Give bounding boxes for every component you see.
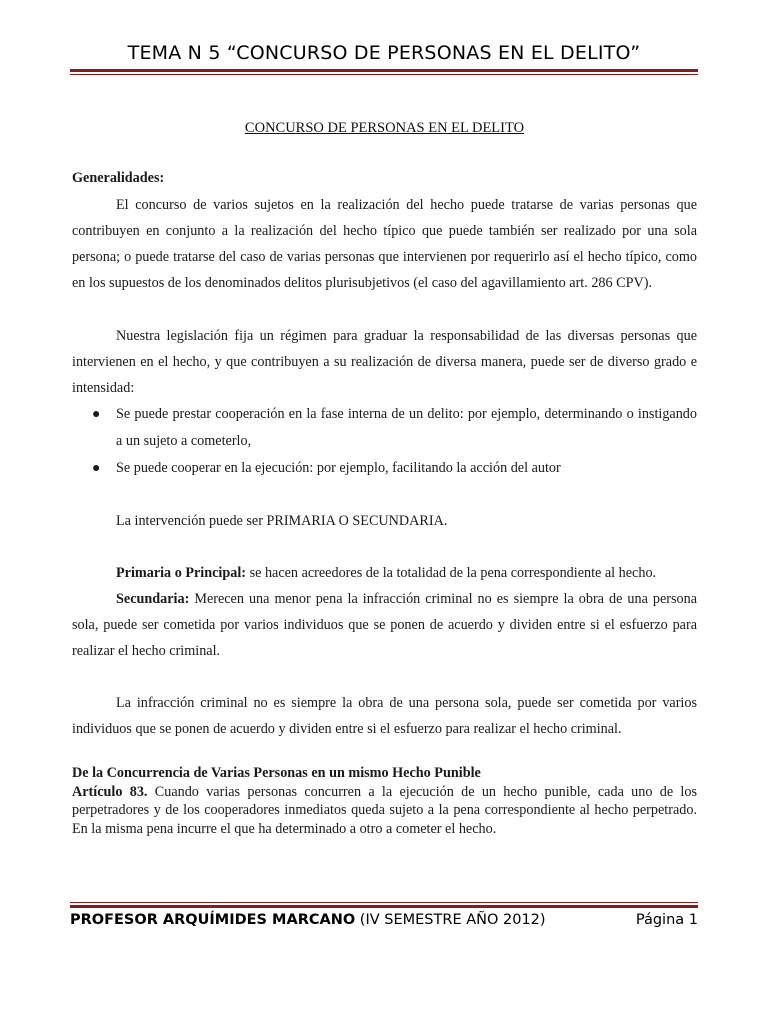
footer-rule-thick: [70, 905, 698, 908]
article-paragraph: [72, 783, 697, 839]
article-heading: De la Concurrencia de Varias Personas en un mismo Hecho Punible: [72, 765, 481, 781]
primaria-text: se hacen acreedores de la totalidad de la pena correspondiente al hecho.: [246, 565, 657, 581]
page-title: TEMA N 5 “CONCURSO DE PERSONAS EN EL DELITO”: [127, 42, 641, 64]
list-item: [72, 455, 697, 482]
bullet-icon: ●: [92, 461, 101, 476]
page-number: Página 1: [635, 912, 698, 928]
article-block: [72, 764, 697, 838]
paragraph-intervencion: La intervención puede ser PRIMARIA O SECUNDARIA.: [116, 513, 448, 529]
author-name: PROFESOR ARQUÍMIDES MARCANO: [70, 912, 356, 928]
article-label: Artículo 83.: [72, 783, 148, 800]
header-rule-thick: [70, 69, 698, 72]
paragraph-concurso: El concurso de varios sujetos en la realización del hecho puede tratarse de varias personas que contribuyen en conjunto a la realización del hecho típico que puede también ser realizado por una sola persona; o puede tratarse del caso de varias personas que intervienen por requerirlo así el hecho típico, como en los supuestos de los denominados delitos plurisubjetivos (el caso del agavillamiento art. 286 CPV).: [72, 197, 697, 291]
secundaria-label: Secundaria:: [116, 591, 190, 607]
header-rule-thin: [70, 74, 698, 75]
semester-label: (IV SEMESTRE AÑO 2012): [355, 912, 546, 928]
bullet-text: Se puede cooperar en la ejecución: por ejemplo, facilitando la acción del autor: [116, 460, 561, 476]
paragraph-legislacion: Nuestra legislación fija un régimen para graduar la responsabilidad de las diversas personas que intervienen en el hecho, y que contribuyen a su realización de diversa manera, puede ser de diverso grado e intensidad:: [72, 328, 697, 396]
paragraph-primaria: [72, 560, 697, 586]
paragraph-infraccion: La infracción criminal no es siempre la obra de una persona sola, puede ser cometida por varios individuos que se ponen de acuerdo y dividen entre si el esfuerzo para realizar el hecho criminal.: [72, 695, 697, 737]
bullet-icon: ●: [92, 407, 101, 422]
primaria-label: Primaria o Principal:: [116, 565, 247, 581]
section-title: CONCURSO DE PERSONAS EN EL DELITO: [244, 120, 525, 136]
bullet-text: Se puede prestar cooperación en la fase interna de un delito: por ejemplo, determinando o instigando a un sujeto a cometerlo,: [116, 406, 697, 449]
bullet-list: [72, 401, 697, 482]
article-text: Cuando varias personas concurren a la ejecución de un hecho punible, cada uno de los perpetradores y de los cooperadores inmediatos queda sujeto a la pena correspondiente al hecho perpetrado. En la misma pena incurre el que ha determinado a otro a cometer el hecho.: [72, 783, 697, 837]
paragraph-secundaria: [72, 586, 697, 664]
generalidades-heading: Generalidades:: [72, 170, 165, 186]
footer-rule-thin: [70, 902, 698, 903]
secundaria-text: Merecen una menor pena la infracción criminal no es siempre la obra de una persona sola, puede ser cometida por varios individuos que se ponen de acuerdo y dividen entre si el esfuerzo para realizar el hecho criminal.: [72, 591, 697, 659]
list-item: [72, 401, 697, 455]
footer-author: [70, 912, 546, 928]
